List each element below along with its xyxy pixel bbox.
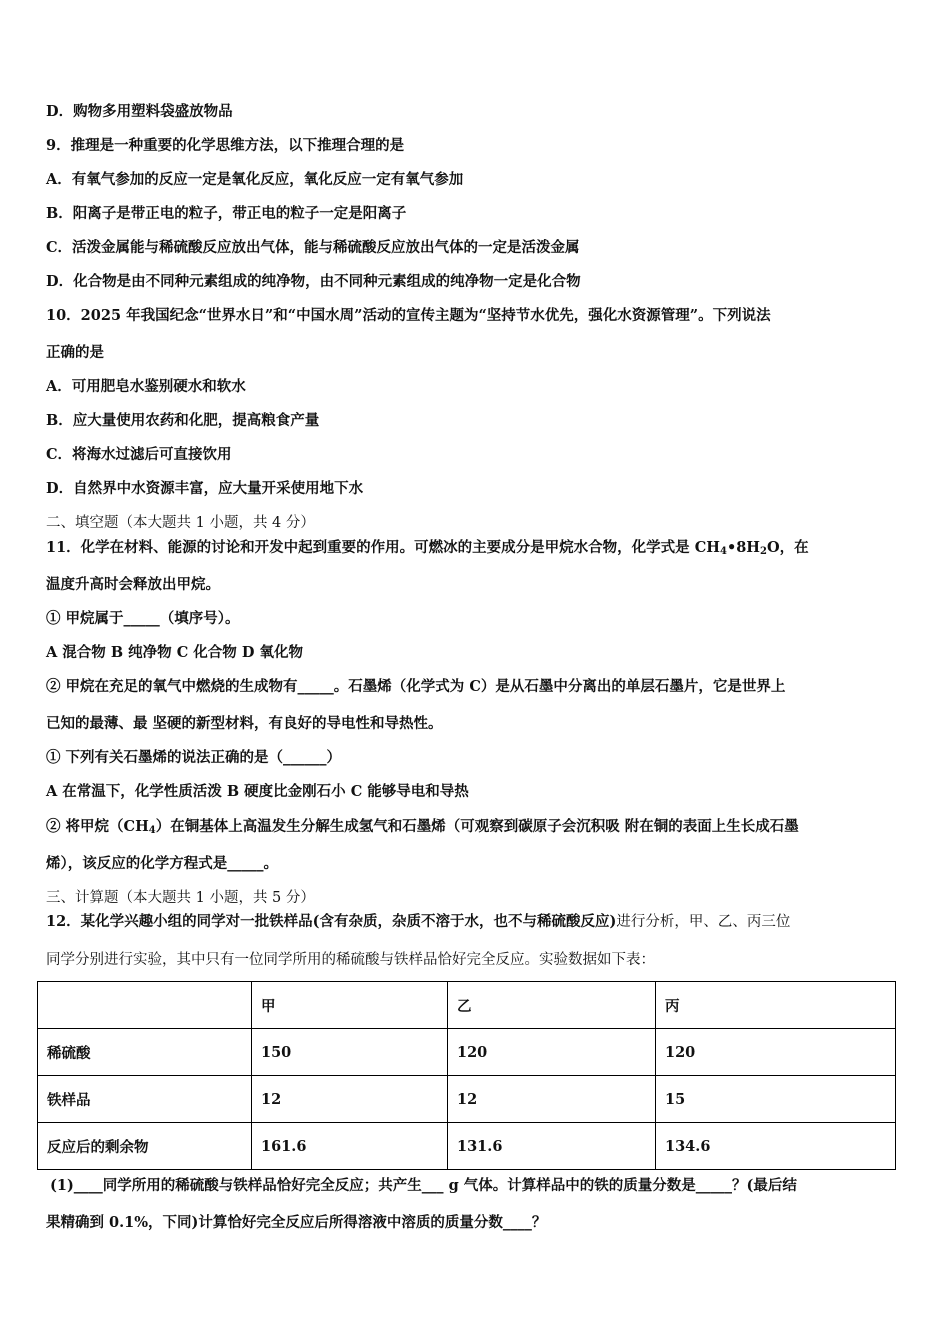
table-cell: 12 (448, 1076, 656, 1123)
q11-stem-line2: 温度升高时会释放出甲烷。 (46, 576, 220, 593)
q10-stem-line2: 正确的是 (46, 344, 104, 361)
table-cell: 120 (448, 1029, 656, 1076)
q9-option-b: B．阳离子是带正电的粒子，带正电的粒子一定是阳离子 (46, 205, 407, 222)
q11-part4-line1 (46, 817, 904, 837)
q9-stem: 9．推理是一种重要的化学思维方法，以下推理合理的是 (46, 137, 405, 154)
table-cell: 131.6 (448, 1123, 656, 1170)
q9-option-c: C．活泼金属能与稀硫酸反应放出气体，能与稀硫酸反应放出气体的一定是活泼金属 (46, 239, 580, 256)
q11-part2-line1: ② 甲烷在充足的氧气中燃烧的生成物有_____。石墨烯（化学式为 C）是从石墨中分离出的单层石墨片，它是世界上 (46, 678, 786, 695)
q11-part4-sub: 4 (148, 825, 156, 836)
q11-stem-part-b: •8H (726, 539, 760, 556)
q11-stem-sub1: 4 (719, 546, 727, 557)
q12-stem-bold: 12．某化学兴趣小组的同学对一批铁样品(含有杂质，杂质不溶于水，也不与稀硫酸反应) (46, 913, 617, 930)
table-row (38, 1076, 896, 1123)
table-row (38, 1123, 896, 1170)
q11-part4-line2: 烯），该反应的化学方程式是_____。 (46, 855, 278, 872)
table-cell: 反应后的剩余物 (38, 1123, 252, 1170)
table-cell: 150 (252, 1029, 448, 1076)
table-cell: 15 (656, 1076, 896, 1123)
q8-option-d: D．购物多用塑料袋盛放物品 (46, 103, 233, 120)
q9-option-a: A．有氧气参加的反应一定是氧化反应，氧化反应一定有氧气参加 (46, 171, 464, 188)
table-cell: 161.6 (252, 1123, 448, 1170)
table-cell: 12 (252, 1076, 448, 1123)
q11-part1: ① 甲烷属于_____（填序号）。 (46, 610, 240, 627)
q12-stem-normal: 进行分析，甲、乙、丙三位 (616, 914, 791, 930)
table-cell: 铁样品 (38, 1076, 252, 1123)
q12-question-line1: (1)____同学所用的稀硫酸与铁样品恰好完全反应；共产生___ g 气体。计算样品中的铁的质量分数是_____？(最后结 (50, 1177, 797, 1194)
q10-option-a: A．可用肥皂水鉴别硬水和软水 (46, 378, 246, 395)
q12-stem-line1 (46, 912, 904, 932)
table-header-row (38, 982, 896, 1029)
section3-title: 三、计算题（本大题共 1 小题，共 5 分） (46, 890, 315, 906)
table-header-cell (38, 982, 252, 1029)
table-header-cell: 甲 (252, 982, 448, 1029)
q11-stem-part-c: O，在 (766, 539, 809, 556)
table-header-cell: 丙 (656, 982, 896, 1029)
q11-part4-b: ）在铜基体上高温发生分解生成氢气和石墨烯（可观察到碳原子会沉积吸 附在铜的表面上生长成石墨 (155, 818, 799, 835)
table-cell: 稀硫酸 (38, 1029, 252, 1076)
q11-part3-options: A 在常温下，化学性质活泼 B 硬度比金刚石小 C 能够导电和导热 (46, 783, 469, 800)
q10-option-b: B．应大量使用农药和化肥，提高粮食产量 (46, 412, 320, 429)
table-row (38, 1029, 896, 1076)
q11-stem-part-a: 11．化学在材料、能源的讨论和开发中起到重要的作用。可燃冰的主要成分是甲烷水合物，化学式是 CH (46, 539, 720, 556)
q12-question-line2: 果精确到 0.1%，下同)计算恰好完全反应后所得溶液中溶质的质量分数____？ (46, 1214, 547, 1231)
q11-part4-a: ② 将甲烷（CH (46, 818, 149, 835)
table-cell: 134.6 (656, 1123, 896, 1170)
experiment-data-table (37, 981, 896, 1170)
q11-part3: ① 下列有关石墨烯的说法正确的是（______） (46, 749, 342, 766)
q11-stem-sub2: 2 (760, 546, 767, 557)
q11-stem-line1 (46, 538, 904, 558)
q11-part1-options: A 混合物 B 纯净物 C 化合物 D 氧化物 (46, 644, 303, 661)
q9-option-d: D．化合物是由不同种元素组成的纯净物，由不同种元素组成的纯净物一定是化合物 (46, 273, 581, 290)
q10-option-c: C．将海水过滤后可直接饮用 (46, 446, 232, 463)
q10-option-d: D．自然界中水资源丰富，应大量开采使用地下水 (46, 480, 364, 497)
table-cell: 120 (656, 1029, 896, 1076)
q10-stem-line1: 10．2025 年我国纪念“世界水日”和“中国水周”活动的宣传主题为“坚持节水优先，强化水资源管理”。下列说法 (46, 307, 771, 324)
q12-stem-line2: 同学分别进行实验，其中只有一位同学所用的稀硫酸与铁样品恰好完全反应。实验数据如下表： (46, 952, 655, 968)
q11-part2-line2: 已知的最薄、最 坚硬的新型材料，有良好的导电性和导热性。 (46, 715, 443, 732)
section2-title: 二、填空题（本大题共 1 小题，共 4 分） (46, 515, 315, 531)
table-header-cell: 乙 (448, 982, 656, 1029)
